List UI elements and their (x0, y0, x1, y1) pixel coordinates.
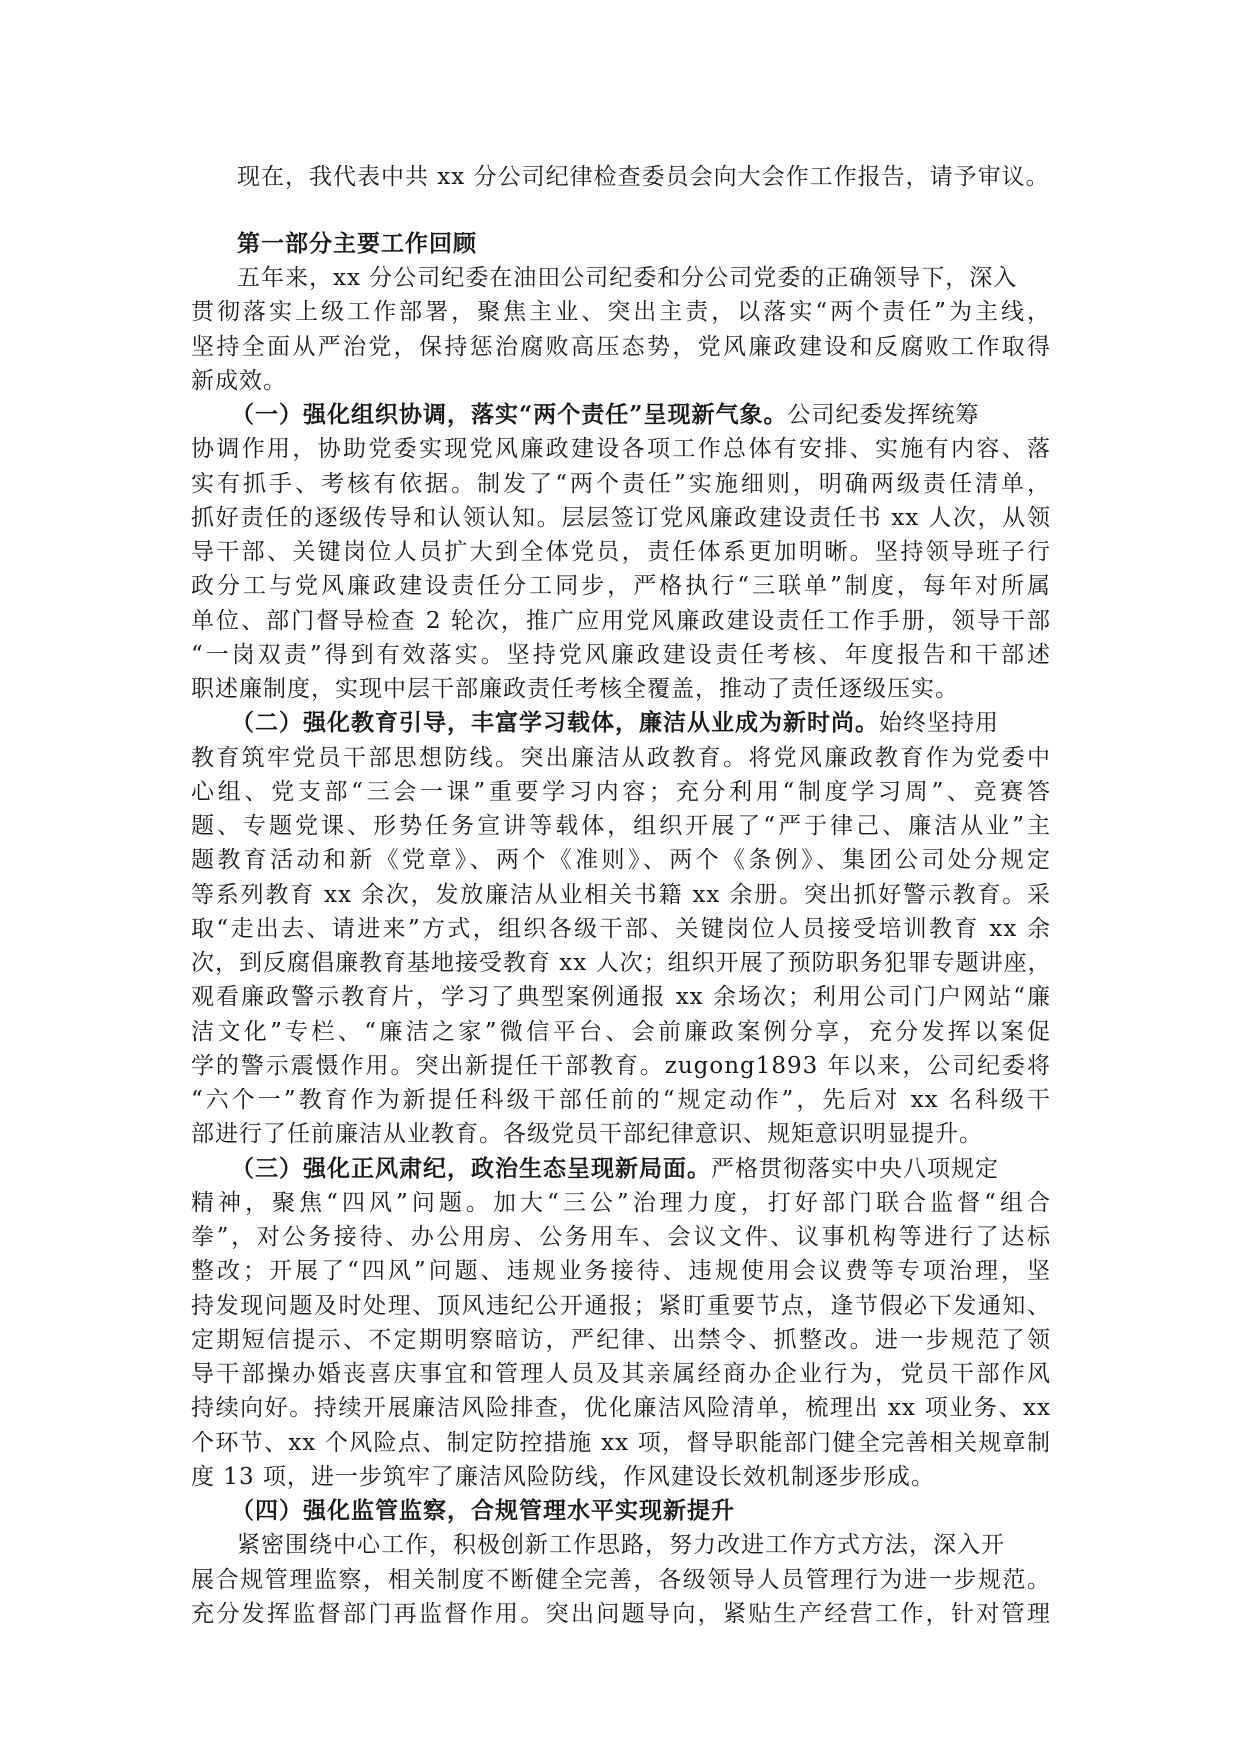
section2-line: 观看廉政警示教育片，学习了典型案例通报 xx 余场次；利用公司门户网站“廉 (191, 984, 1051, 1010)
section1-line: 实有抓手、考核有依据。制发了“两个责任”实施细则，明确两级责任清单， (191, 471, 1051, 497)
section1-text: 公司纪委发挥统筹 (787, 402, 980, 428)
part1-line: 贯彻落实上级工作部署，聚焦主业、突出主责，以落实“两个责任”为主线， (191, 299, 1051, 325)
section2-line: 学的警示震慑作用。突出新提任干部教育。zugong1893 年以来，公司纪委将 (191, 1053, 1051, 1079)
section1-line: 抓好责任的逐级传导和认领认知。层层签订党风廉政建设责任书 xx 人次，从领 (191, 505, 1051, 531)
section3-first-line (231, 1152, 1091, 1186)
section2-heading: （二）强化教育引导，丰富学习载体，廉洁从业成为新时尚。 (231, 709, 879, 736)
section3-line: 持发现问题及时处理、顶风违纪公开通报；紧盯重要节点，逢节假必下发通知、 (191, 1293, 1051, 1319)
section2-line: 心组、党支部“三会一课”重要学习内容；充分利用“制度学习周”、竞赛答 (191, 779, 1051, 805)
section2-line: 题、专题党课、形势任务宣讲等载体，组织开展了“严于律己、廉洁从业”主 (191, 813, 1051, 839)
section3-text: 严格贯彻落实中央八项规定 (711, 1156, 999, 1182)
section4-line: 紧密围绕中心工作，积极创新工作思路，努力改进工作方式方法，深入开 (237, 1532, 1005, 1558)
part1-line: 五年来，xx 分公司纪委在油田公司纪委和分公司党委的正确领导下，深入 (237, 265, 1018, 291)
section2-line: “六个一”教育作为新提任科级干部任前的“规定动作”，先后对 xx 名科级干 (191, 1087, 1051, 1113)
section3-line: 定期短信提示、不定期明察暗访，严纪律、出禁令、抓整改。进一步规范了领 (191, 1327, 1051, 1353)
section2-text: 始终坚持用 (879, 710, 999, 736)
section1-heading: （一）强化组织协调，落实“两个责任”呈现新气象。 (231, 401, 788, 428)
part1-line: 坚持全面从严治党，保持惩治腐败高压态势，党风廉政建设和反腐败工作取得 (191, 334, 1051, 360)
section4-heading: （四）强化监管监察，合规管理水平实现新提升 (231, 1497, 735, 1524)
section1-line: 职述廉制度，实现中层干部廉政责任考核全覆盖，推动了责任逐级压实。 (191, 676, 959, 702)
section2-line: 等系列教育 xx 余次，发放廉洁从业相关书籍 xx 余册。突出抓好警示教育。采 (191, 882, 1051, 908)
section1-line: “一岗双责”得到有效落实。坚持党风廉政建设责任考核、年度报告和干部述 (191, 642, 1051, 668)
intro-paragraph: 现在，我代表中共 xx 分公司纪律检查委员会向大会作工作报告，请予审议。 (237, 164, 1050, 190)
section4-line: 展合规管理监察，相关制度不断健全完善，各级领导人员管理行为进一步规范。 (191, 1567, 1051, 1593)
section3-line: 精神，聚焦“四风”问题。加大“三公”治理力度，打好部门联合监督“组合 (191, 1190, 1051, 1216)
section1-line: 导干部、关键岗位人员扩大到全体党员，责任体系更加明晰。坚持领导班子行 (191, 539, 1051, 565)
section2-first-line (231, 706, 1091, 740)
section3-line: 持续向好。持续开展廉洁风险排查，优化廉洁风险清单，梳理出 xx 项业务、xx (191, 1395, 1051, 1421)
section2-line: 取“走出去、请进来”方式，组织各级干部、关键岗位人员接受培训教育 xx 余 (191, 916, 1051, 942)
section1-line: 单位、部门督导检查 2 轮次，推广应用党风廉政建设责任工作手册，领导干部 (191, 608, 1051, 634)
section2-line: 部进行了任前廉洁从业教育。各级党员干部纪律意识、规矩意识明显提升。 (191, 1121, 983, 1147)
part1-title: 第一部分主要工作回顾 (237, 230, 477, 257)
section3-heading: （三）强化正风肃纪，政治生态呈现新局面。 (231, 1155, 711, 1182)
part1-line: 新成效。 (191, 368, 287, 394)
section3-line: 导干部操办婚丧喜庆事宜和管理人员及其亲属经商办企业行为，党员干部作风 (191, 1361, 1051, 1387)
section2-line: 教育筑牢党员干部思想防线。突出廉洁从政教育。将党风廉政教育作为党委中 (191, 745, 1051, 771)
section2-line: 题教育活动和新《党章》、两个《准则》、两个《条例》、集团公司处分规定 (191, 847, 1051, 873)
section1-first-line (231, 398, 1091, 432)
section3-line: 个环节、xx 个风险点、制定防控措施 xx 项，督导职能部门健全完善相关规章制 (191, 1430, 1051, 1456)
section3-line: 拳”，对公务接待、办公用房、公务用车、会议文件、议事机构等进行了达标 (191, 1224, 1051, 1250)
section1-line: 政分工与党风廉政建设责任分工同步，严格执行“三联单”制度，每年对所属 (191, 573, 1051, 599)
section4-line: 充分发挥监督部门再监督作用。突出问题导向，紧贴生产经营工作，针对管理 (191, 1601, 1051, 1627)
section3-line: 整改；开展了“四风”问题、违规业务接待、违规使用会议费等专项治理，坚 (191, 1258, 1051, 1284)
section1-line: 协调作用，协助党委实现党风廉政建设各项工作总体有安排、实施有内容、落 (191, 436, 1051, 462)
section2-line: 洁文化”专栏、“廉洁之家”微信平台、会前廉政案例分享，充分发挥以案促 (191, 1019, 1051, 1045)
section2-line: 次，到反腐倡廉教育基地接受教育 xx 人次；组织开展了预防职务犯罪专题讲座， (191, 950, 1052, 976)
section3-line: 度 13 项，进一步筑牢了廉洁风险防线，作风建设长效机制逐步形成。 (191, 1464, 935, 1490)
